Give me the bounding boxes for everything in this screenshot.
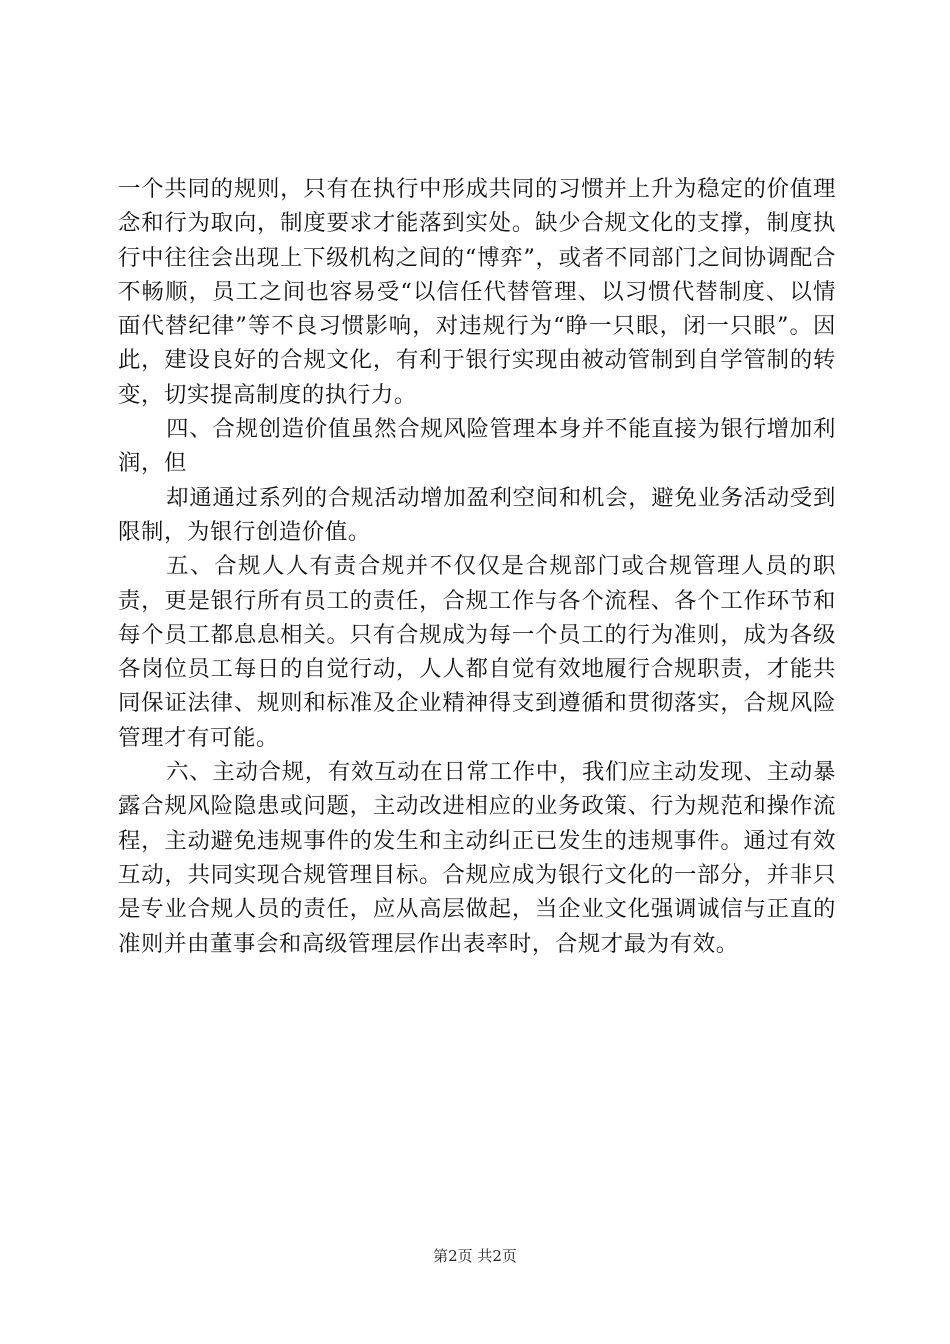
paragraph-2: 四、合规创造价值虽然合规风险管理本身并不能直接为银行增加利润，但 — [118, 416, 836, 477]
paragraph-5: 六、主动合规，有效互动在日常工作中，我们应主动发现、主动暴露合规风险隐患或问题，主动改进相应的业务政策、行为规范和操作流程，主动避免违规事件的发生和主动纠正已发生的违规事件。通过有效互动，共同实现合规管理目标。合规应成为银行文化的一部分，并非只是专业合规人员的责任，应从高层做起，当企业文化强调诚信与正直的准则并由董事会和高级管理层作出表率时，合规才最为有效。 — [118, 759, 836, 957]
document-body — [118, 172, 836, 961]
page-number-footer: 第2页 共2页 — [433, 1247, 517, 1265]
paragraph-3: 却通通过系列的合规活动增加盈利空间和机会，避免业务活动受到限制，为银行创造价值。 — [118, 484, 836, 545]
paragraph-4: 五、合规人人有责合规并不仅仅是合规部门或合规管理人员的职责，更是银行所有员工的责任，合规工作与各个流程、各个工作环节和每个员工都息息相关。只有合规成为每一个员工的行为准则，成为各级各岗位员工每日的自觉行动，人人都自觉有效地履行合规职责，才能共同保证法律、规则和标准及企业精神得支到遵循和贯彻落实，合规风险管理才有可能。 — [118, 553, 836, 751]
paragraph-1: 一个共同的规则，只有在执行中形成共同的习惯并上升为稳定的价值理念和行为取向，制度要求才能落到实处。缺少合规文化的支撑，制度执行中往往会出现上下级机构之间的“博弈”，或者不同部门之间协调配合不畅顺，员工之间也容易受“以信任代替管理、以习惯代替制度、以情面代替纪律”等不良习惯影响，对违规行为“睁一只眼，闭一只眼”。因此，建设良好的合规文化，有利于银行实现由被动管制到自学管制的转变，切实提高制度的执行力。 — [118, 176, 836, 408]
